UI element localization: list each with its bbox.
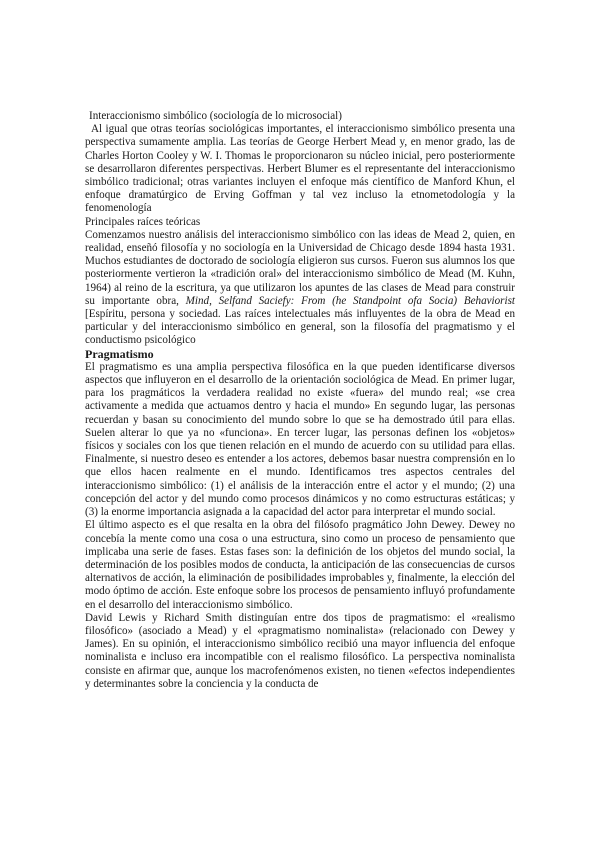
section-paragraph-raices: [85, 229, 515, 348]
book-title: Mind, Selfand Saciefy: From (he Standpoint ofa Socia) Behaviorist: [185, 294, 515, 307]
section-heading-pragmatismo: Pragmatismo: [85, 346, 154, 361]
document-title: Interaccionismo simbólico (sociología de lo microsocial): [89, 110, 342, 122]
pragmatismo-paragraph-2: El último aspecto es el que resalta en la obra del filósofo pragmático John Dewey. Dewey no concebía la mente como una cosa o una estructura, sino como un proceso de pensamiento que implicaba una serie de fases. Estas fases son: la definición de los objetos del mundo social, la determinación de los posibles modos de conducta, la anticipación de las consecuencias de cursos alternativos de acción, la eliminación de posibilidades improbables y, finalmente, la elección del modo óptimo de acción. Este enfoque sobre los procesos de pensamiento influyó profundamente en el desarrollo del interaccionismo simbólico.: [85, 519, 515, 611]
section-heading-raices: Principales raíces teóricas: [85, 215, 201, 228]
raices-text-before: Comenzamos nuestro análisis del interaccionismo simbólico con las ideas de Mead 2, quien, en realidad, enseñó filosofía y no sociología en la Universidad de Chicago desde 1894 hasta 1931. Muchos estudiantes de doctorado de sociología eligieron sus cursos. Fueron sus alumnos los que posteriormente vertieron la «tradición oral» del interaccionismo simbólico de Mead (M. Kuhn, 1964) al reino de la escritura, ya que utilizaron los apuntes de las clases de Mead para construir su importante obra,: [85, 228, 515, 307]
raices-text-after: [Espíritu, persona y sociedad. Las raíces intelectuales más influyentes de la obra de Mead en particular y del interaccionismo simbólico en general, son la filosofía del pragmatismo y el conductismo psicológico: [85, 308, 515, 347]
pragmatismo-paragraph-1: El pragmatismo es una amplia perspectiva filosófica en la que pueden identificarse diversos aspectos que influyeron en el desarrollo de la orientación sociológica de Mead. En primer lugar, para los pragmáticos la verdadera realidad no existe «fuera» del mundo real; «se crea activamente a medida que actuamos dentro y hacia el mundo» En segundo lugar, las personas recuerdan y basan su conocimiento del mundo sobre lo que se ha demostrado útil para ellas. Suelen alterar lo que ya no «funciona». En tercer lugar, las personas definen los «objetos» físicos y sociales con los que tienen relación en el mundo de acuerdo con su utilidad para ellas. Finalmente, si nuestro deseo es entender a los actores, debemos basar nuestra comprensión en lo que ellos hacen realmente en el mundo. Identificamos tres aspectos centrales del interaccionismo simbólico: (1) el análisis de la interacción entre el actor y el mundo; (2) una concepción del actor y del mundo como procesos dinámicos y no como estructuras estáticas; y (3) la enorme importancia asignada a la capacidad del actor para interpretar el mundo social.: [85, 360, 515, 519]
intro-paragraph: Al igual que otras teorías sociológicas importantes, el interaccionismo simbólico presenta una perspectiva sumamente amplia. Las teorías de George Herbert Mead y, en menor grado, las de Charles Horton Cooley y W. I. Thomas le proporcionaron su núcleo inicial, pero posteriormente se desarrollaron diferentes perspectivas. Herbert Blumer es el representante del interaccionismo simbólico tradicional; otras variantes incluyen el enfoque más científico de Manford Khun, el enfoque dramatúrgico de Erving Goffman y tal vez incluso la etnometodología y la fenomenología: [85, 123, 515, 215]
pragmatismo-paragraph-3: David Lewis y Richard Smith distinguían entre dos tipos de pragmatismo: el «realismo filosófico» (asociado a Mead) y el «pragmatismo nominalista» (relacionado con Dewey y James). En su opinión, el interaccionismo simbólico recibió una mayor influencia del enfoque nominalista e incluso era incompatible con el realismo filosófico. La perspectiva nominalista consiste en afirmar que, aunque los macrofenómenos existen, no tienen «efectos independientes y determinantes sobre la conciencia y la conducta de: [85, 611, 515, 690]
document-body: [85, 110, 515, 691]
